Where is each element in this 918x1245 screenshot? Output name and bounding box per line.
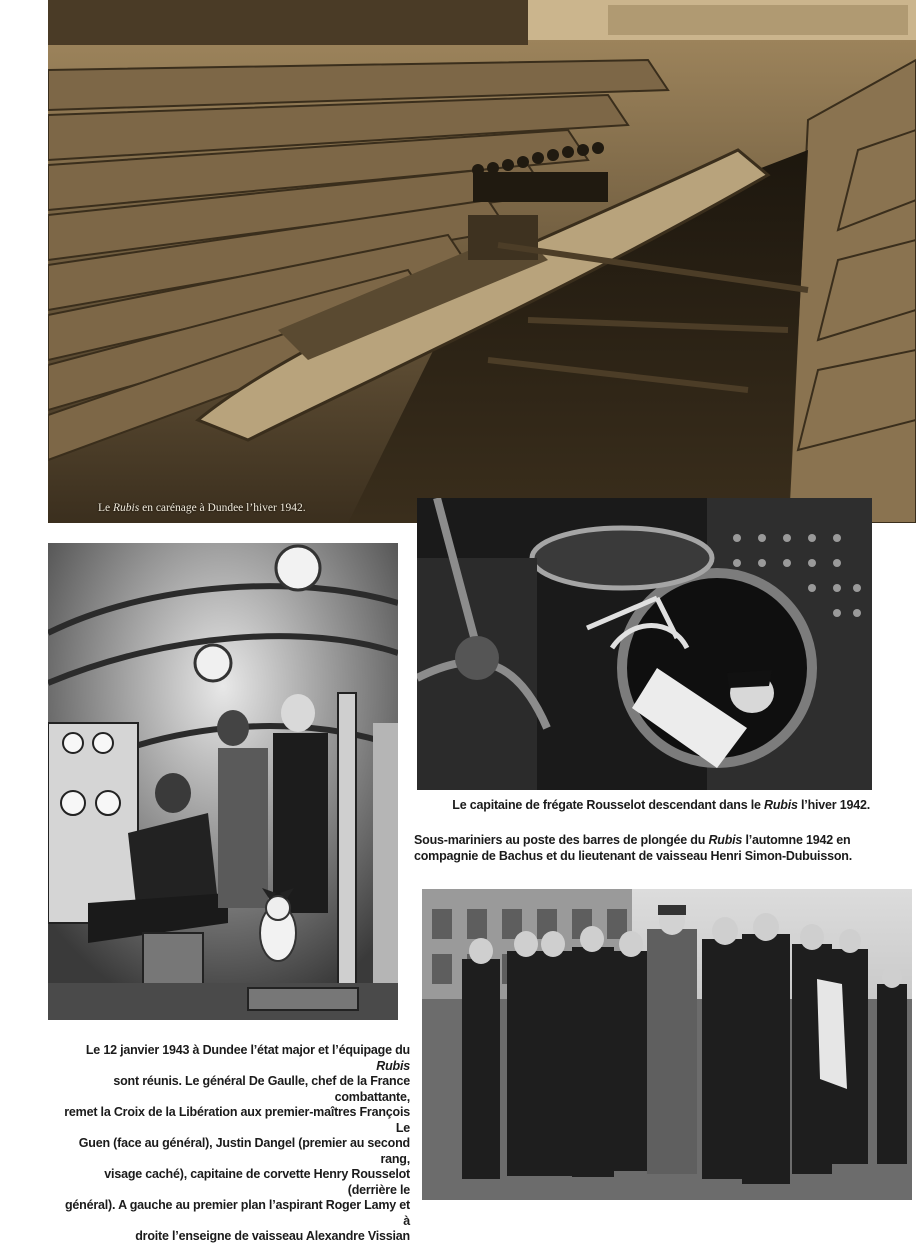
drydock-photo — [48, 0, 916, 523]
control-room-icon — [48, 543, 398, 1020]
submarine-drydock-icon — [48, 0, 916, 523]
ceremony-icon — [422, 889, 912, 1200]
drydock-caption: Le Rubis en carénage à Dundee l’hiver 1942. — [98, 502, 306, 514]
hatch-photo — [417, 498, 872, 790]
hatch-officer-icon — [417, 498, 872, 790]
ceremony-caption: Le 12 janvier 1943 à Dundee l’état major et l’équipage du Rubis sont réunis. Le général De Gaulle, chef de la France combattante, remet la Croix de la Libération aux premier-maîtres François Le Guen (face au général), Justin Dangel (premier au second rang, visage caché), capitaine de corvette Henry Rousselot (derrière le général). A gauche au premier plan l’aspirant Roger Lamy et à droite l’enseigne de vaisseau Alexandre Vissian — [64, 1043, 410, 1243]
hatch-caption: Le capitaine de frégate Rousselot descendant dans le Rubis l’hiver 1942. — [452, 798, 870, 812]
control-room-caption: Sous-mariniers au poste des barres de plongée du Rubis l’automne 1942 en compagnie de Bachus et du lieutenant de vaisseau Henri Simon-Dubuisson. — [414, 833, 852, 863]
control-room-photo — [48, 543, 398, 1020]
ceremony-photo — [422, 889, 912, 1200]
